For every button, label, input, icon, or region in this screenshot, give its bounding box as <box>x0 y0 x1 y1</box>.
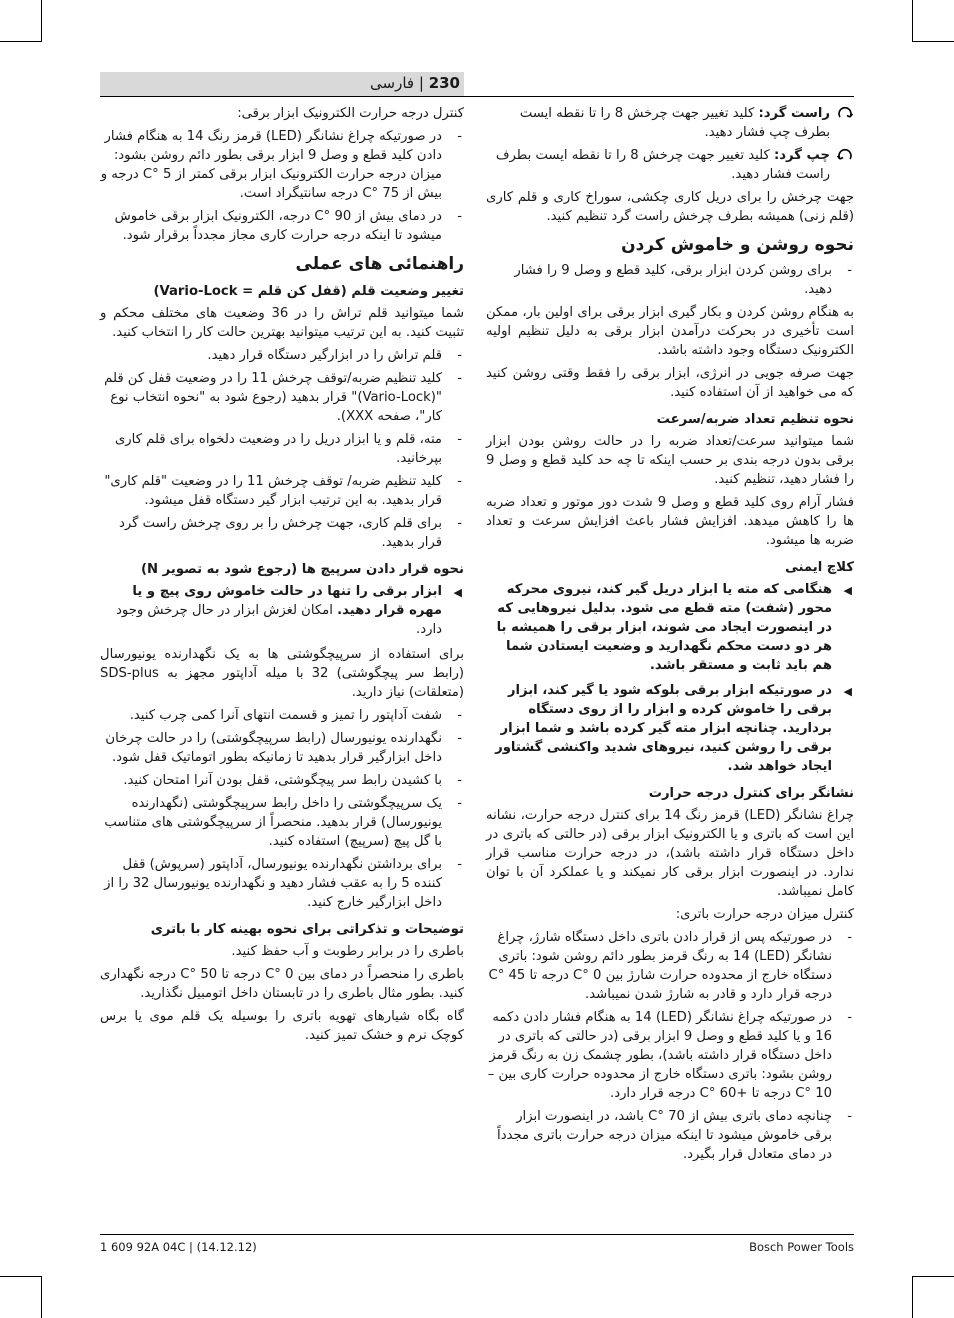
crop-mark <box>0 41 42 42</box>
screw-dash-item: - یک سرپیچگوشتی را داخل رابط سرپیچگوشتی (نگهدارنده یونیورسال) قرار بدهید. منحصراً از سرپیچگوشتی های متناسب با گل پیچ (سرپیچ) استفاده کنید. <box>100 794 464 851</box>
crop-mark <box>912 1276 954 1277</box>
crop-mark <box>41 0 42 42</box>
battery-temp-dash-1: - در صورتیکه پس از قرار دادن باتری داخل دستگاه شارژ، چراغ نشانگر (LED) 14 به رنگ قرمز بطور دائم روشن شود: باتری دستگاه خارج از محدوده حرارت شارژ بین 0 °C درجه تا 45 °C درجه قرار دارد و قادر به شارژ شدن نمیباشد. <box>486 928 854 1004</box>
screw-heading: نحوه قرار دادن سرپیچ ها (رجوع شود به تصویر N) <box>141 562 464 577</box>
chisel-dash-item: - کلید تنظیم ضربه/توقف چرخش 11 را در وضعیت قفل کن قلم "(Vario-Lock)" قرار بدهید (رجوع شود به "نحوه انتخاب نوع کار"، صفحه XXX). <box>100 369 464 426</box>
tips-heading: راهنمائی های عملی <box>295 254 464 274</box>
clutch-warning-2-text: در صورتیکه ابزار برقی بلوکه شود یا گیر کند، ابزار برقی را خاموش کرده و ابزار را از روی دستگاه بردارید. چنانچه ابزار مته گیر کرده باشد و شما ابزار برقی را روشن کنید، نیروهای شدید واکنشی گشتاور ایجاد خواهد شد. <box>495 683 832 774</box>
rotation-right-text: کلید تغییر جهت چرخش 8 را تا نقطه ایست بطرف چپ فشار دهید. <box>519 106 830 140</box>
screw-dash-item: - برای برداشتن نگهدارنده یونیورسال، آداپتور (سرپوش) قفل کننده 5 را به عقب فشار دهید و نگهدارنده یونیورسال 32 را از داخل ابزارگیر خارج کنید. <box>100 855 464 912</box>
rotation-note: جهت چرخش را برای دریل کاری چکشی، سوراخ کاری و قلم کاری (قلم زنی) همیشه بطرف چرخش راست گرد تنظیم کنید. <box>486 190 854 224</box>
rotation-left-item <box>486 146 854 184</box>
screw-dash-item: - نگهدارنده یونیورسال (رابط سرپیچگوشتی) را در حالت چرخان داخل ابزارگیر قرار بدهید تا زمانیکه بطور اتوماتیک قفل شود. <box>100 729 464 767</box>
screw-dash-item: - شفت آداپتور را تمیز و قسمت انتهای آنرا کمی چرب کنید. <box>100 706 464 725</box>
right-column <box>486 104 854 1168</box>
page-number: 230 <box>428 74 460 92</box>
battery-tip-2: باطری را منحصراً در دمای بین 0 °C درجه تا 50 °C درجه نگهداری کنید. بطور مثال باطری را در تابستان داخل اتومبیل نگذارید. <box>100 967 465 1001</box>
header-rule <box>100 96 854 97</box>
crop-mark <box>912 41 954 42</box>
screw-warning-bold: ابزار برقی را تنها در حالت خاموش روی پیچ و یا مهره قرار دهید. <box>132 584 442 618</box>
screw-dash-item: - با کشیدن رابط سر پیچگوشتی، قفل بودن آنرا امتحان کنید. <box>100 771 464 790</box>
clutch-heading: کلاچ ایمنی <box>785 560 854 575</box>
footer-doc-id: 1 609 92A 04C | (14.12.12) <box>100 1240 257 1254</box>
header-separator: | <box>414 74 429 92</box>
rotation-right-label: راست گرد: <box>758 106 830 121</box>
warning-triangle-icon: ◀ <box>843 685 852 698</box>
page-header <box>100 72 464 96</box>
rotation-right-item <box>486 104 854 142</box>
onoff-paragraph-1: به هنگام روشن کردن و بکار گیری ابزار برقی برای اولین بار، ممکن است تأخیری در بحرکت درآمدن ابزار برقی به دلیل تنظیم اولیه الکترونیک دستگاه وجود داشته باشد. <box>486 305 854 358</box>
battery-temp-dash-2: - در صورتیکه چراغ نشانگر (LED) 14 به هنگام فشار دادن دکمه 16 و یا کلید قطع و وصل 9 ابزار برقی (در حالتی که باتری در داخل دستگاه قرار داشته باشد)، بطور چشمک زن به رنگ قرمز روشن بشود: باتری دستگاه خارج از محدوده حرارت کاری بین –10 °C درجه تا +60 °C درجه قرار دارد. <box>486 1008 854 1103</box>
onoff-paragraph-2: جهت صرفه جویی در انرژی، ابزار برقی را فقط وقتی روشن کنید که می خواهید از آن استفاده کنید. <box>486 366 854 400</box>
electronics-dash-2: - در دمای بیش از 90 °C درجه، الکترونیک ابزار برقی خاموش میشود تا اینکه درجه حرارت کاری مجاز مجدداً برقرار شود. <box>100 207 464 245</box>
onoff-heading: نحوه روشن و خاموش کردن <box>621 235 854 255</box>
chisel-dash-item: - کلید تنظیم ضربه/ توقف چرخش 11 را در وضعیت "قلم کاری" قرار بدهید. به این ترتیب ابزار گیر دستگاه قفل میشود. <box>100 472 464 510</box>
temp-paragraph: چراغ نشانگر (LED) قرمز رنگ 14 برای کنترل درجه حرارت، نشانه این است که باتری و یا الکترونیک ابزار برقی (در حالتی که باتری در داخل دستگاه قرار داشته باشد)، در درجه حرارت مناسب قرار ندارد. در اینصورت ابزار برقی کار نمیکند و یا عملکرد آن با توان کامل نمیباشد. <box>486 808 855 899</box>
screw-paragraph: برای استفاده از سرپیچگوشتی ها به یک نگهدارنده یونیورسال (رابط سر پیچگوشتی) 32 با میله آداپتور مجهز به SDS-plus (متعلقات) نیاز دارید. <box>100 647 464 700</box>
rotate-left-icon <box>836 148 854 164</box>
speed-paragraph-2: فشار آرام روی کلید قطع و وصل 9 شدت دور موتور و تعداد ضربه ها را کاهش میدهد. افزایش فشار باعث افزایش سرعت و تعداد ضربه ها میشود. <box>486 495 854 548</box>
left-column <box>100 104 464 1049</box>
battery-tip-1: باطری را در برابر رطوبت و آب حفظ کنید. <box>231 944 464 959</box>
battery-tip-3: گاه بگاه شیارهای تهویه باتری را بوسیله یک قلم موی یا برس کوچک نرم و خشک تمیز کنید. <box>100 1009 464 1043</box>
chisel-heading: تغییر وضعیت قلم (قفل کن قلم = Vario-Lock) <box>153 284 464 299</box>
clutch-warning-2 <box>486 681 854 776</box>
rotation-left-label: چپ گرد: <box>774 148 830 163</box>
rotation-left-text: کلید تغییر جهت چرخش 8 را تا نقطه ایست بطرف راست فشار دهید. <box>495 148 830 182</box>
speed-paragraph-1: شما میتوانید سرعت/تعداد ضربه را در حالت روشن بودن ابزار برقی بدون درجه بندی بر حسب اینکه تا چه حد کلید قطع و وصل 9 را فشار دهید، تنظیم کنید. <box>486 434 854 487</box>
clutch-warning-1 <box>486 580 854 675</box>
battery-tips-heading: توضیحات و تذکراتی برای نحوه بهینه کار با باتری <box>150 922 464 937</box>
chisel-paragraph: شما میتوانید قلم تراش را در 36 وضعیت های مختلف محکم و تثبیت کنید. به این ترتیب میتوانید بهترین حالت کار را انتخاب کنید. <box>100 306 464 340</box>
electronics-dash-1: - در صورتیکه چراغ نشانگر (LED) قرمز رنگ 14 به هنگام فشار دادن کلید قطع و وصل 9 ابزار برقی بطور دائم روشن بشود: میزان درجه حرارت الکترونیک ابزار برقی کمتر از 5 °C درجه و بیش از 75 °C درجه سانتیگراد است. <box>100 127 464 203</box>
header-language: فارسی <box>370 74 415 92</box>
rotate-right-icon <box>836 106 854 122</box>
crop-mark <box>912 1276 913 1318</box>
clutch-warning-1-text: هنگامی که مته یا ابزار دریل گیر کند، نیروی محرکه محور (شفت) مته قطع می شود. بدلیل نیروهایی که در اینصورت ایجاد می شوند، ابزار برقی را همیشه با هر دو دست محکم نگهدارید و وضعیت ایستادن شما هم باید ثابت و مستقر باشد. <box>496 582 832 673</box>
warning-triangle-icon: ◀ <box>453 586 462 599</box>
speed-heading: نحوه تنظیم تعداد ضربه/سرعت <box>656 412 854 427</box>
battery-temp-label: کنترل میزان درجه حرارت باتری: <box>675 907 854 922</box>
footer-rule <box>100 1234 854 1235</box>
page-number-label <box>370 74 460 92</box>
screw-warning-rest: امکان لغزش ابزار در حال چرخش وجود دارد. <box>116 603 442 637</box>
chisel-dash-item: - قلم تراش را در ابزارگیر دستگاه قرار دهید. <box>100 346 464 365</box>
onoff-dash-item: - برای روشن کردن ابزار برقی، کلید قطع و وصل 9 را فشار دهید. <box>486 261 854 299</box>
crop-mark <box>0 1276 42 1277</box>
temp-heading: نشانگر برای کنترل درجه حرارت <box>648 786 854 801</box>
footer-brand: Bosch Power Tools <box>749 1240 854 1254</box>
electronics-temp-label: کنترل درجه حرارت الکترونیک ابزار برقی: <box>237 106 464 121</box>
warning-triangle-icon: ◀ <box>843 584 852 597</box>
chisel-dash-item: - مته، قلم و یا ابزار دریل را در وضعیت دلخواه برای قلم کاری بپرخانید. <box>100 430 464 468</box>
chisel-dash-item: - برای قلم کاری، جهت چرخش را بر روی چرخش راست گرد قرار بدهید. <box>100 514 464 552</box>
crop-mark <box>912 0 913 42</box>
screw-warning <box>100 582 464 639</box>
crop-mark <box>41 1276 42 1318</box>
battery-temp-dash-3: - چنانچه دمای باتری بیش از 70 °C باشد، در اینصورت ابزار برقی خاموش میشود تا اینکه میزان درجه حرارت باتری مجدداً در دمای متعادل قرار بگیرد. <box>486 1107 854 1164</box>
